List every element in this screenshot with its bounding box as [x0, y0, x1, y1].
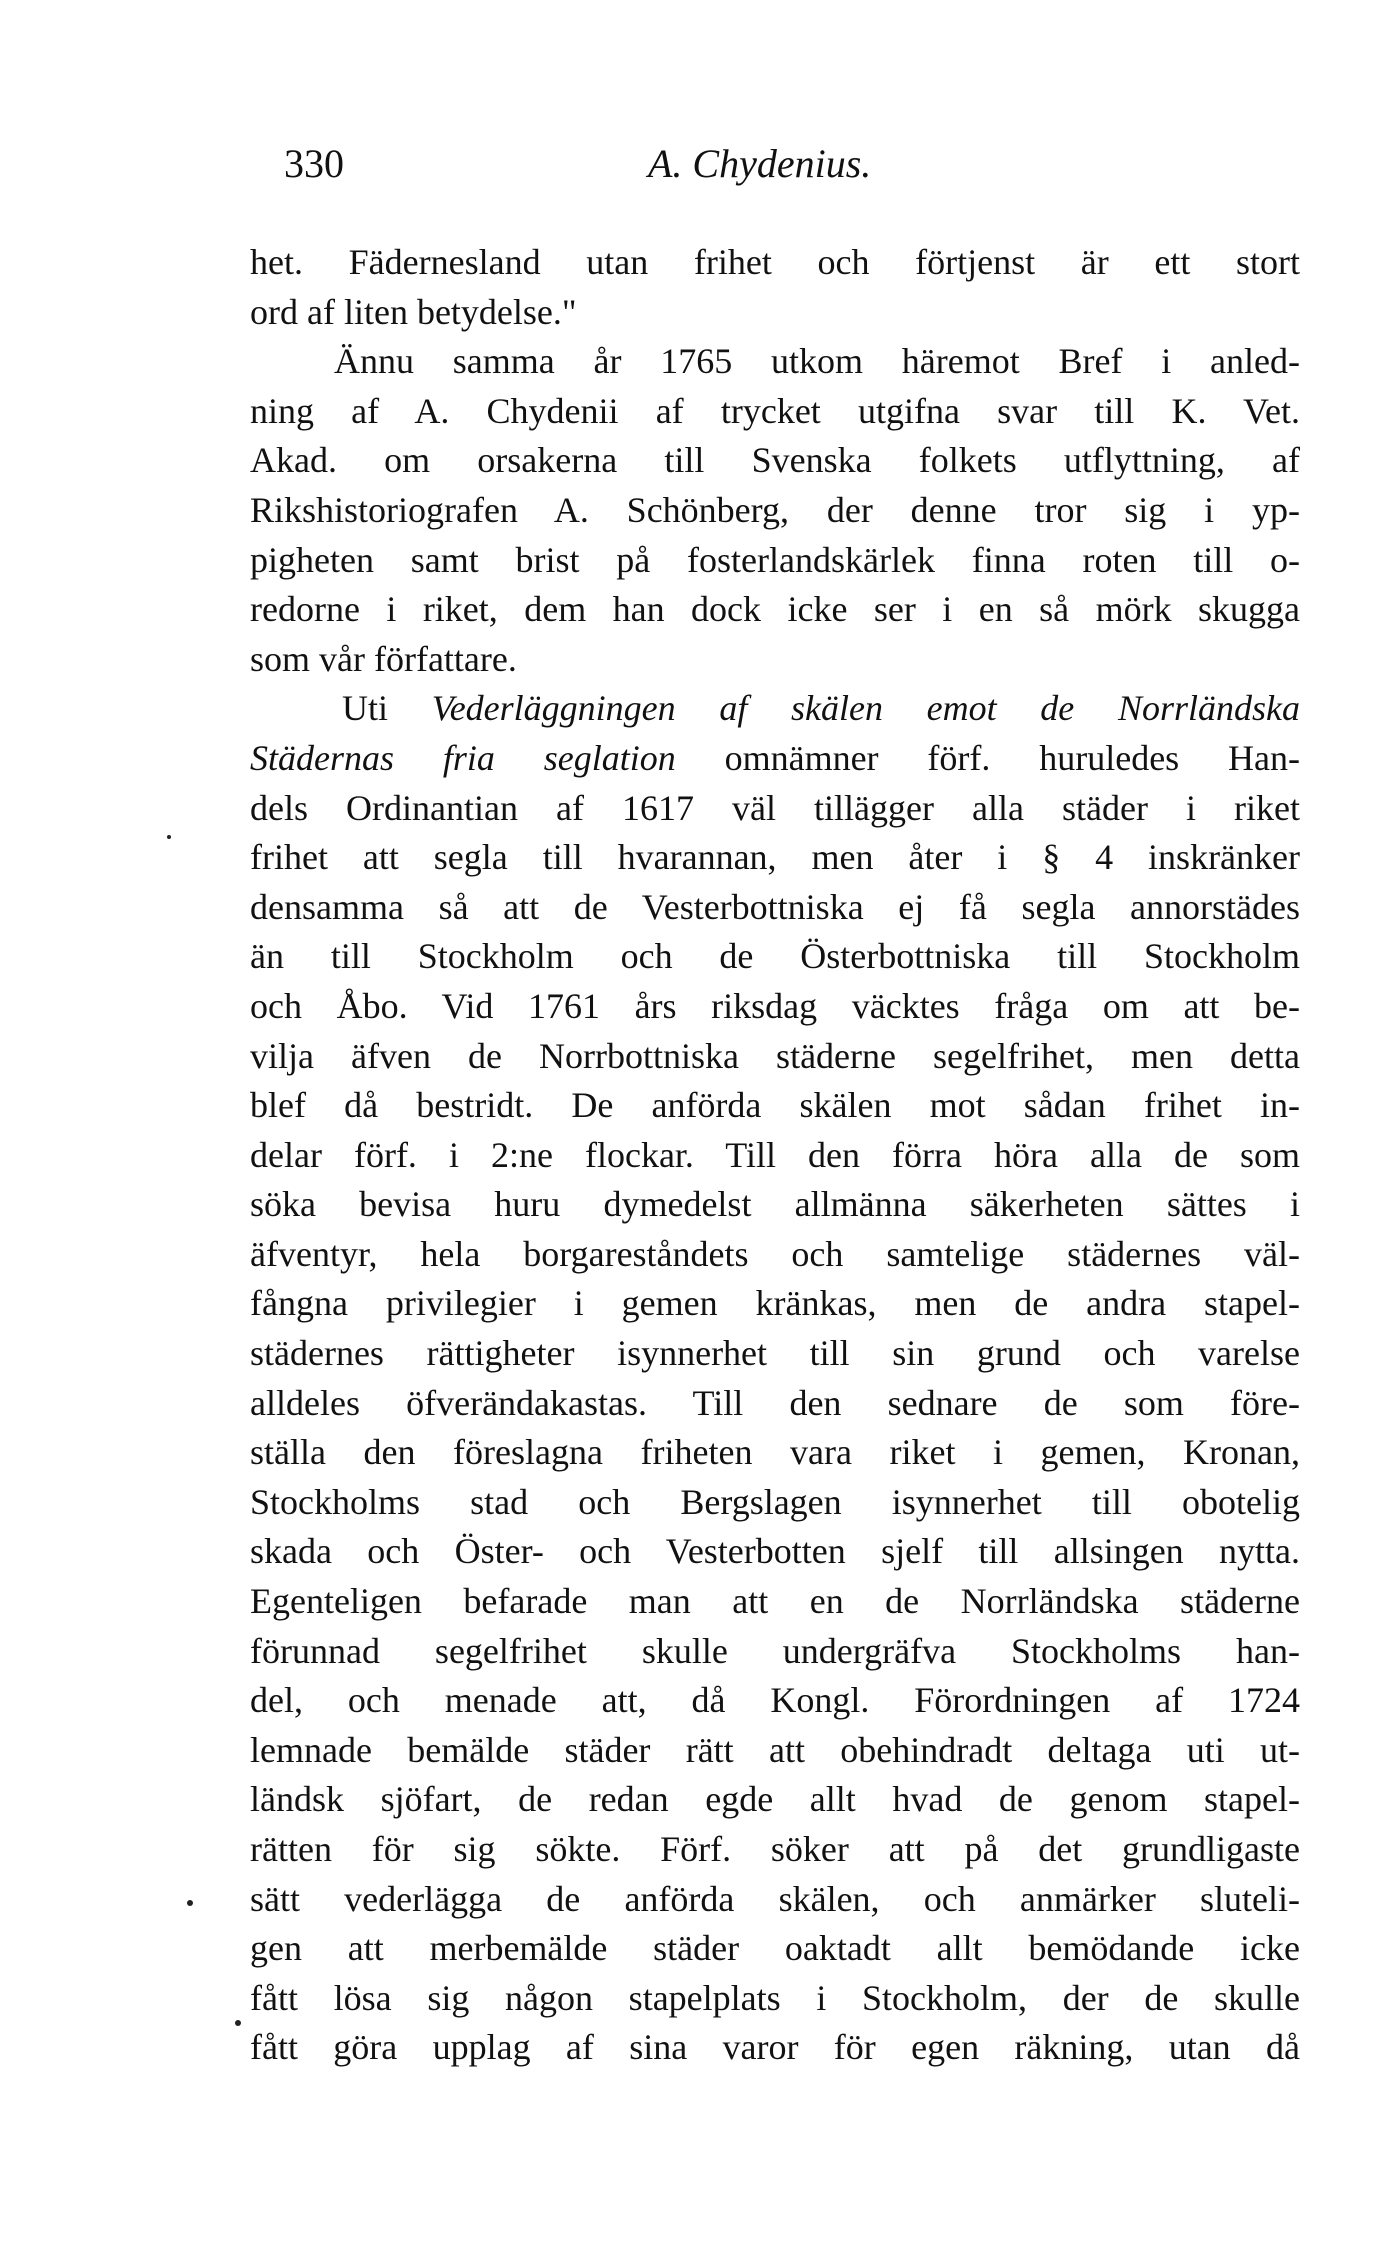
running-head: A. Chydenius.: [648, 141, 872, 186]
text-line: ländsk sjöfart, de redan egde allt hvad de genom stapel-: [250, 1779, 1300, 1820]
text-line: Akad. om orsakerna till Svenska folkets utflyttning, af: [250, 440, 1300, 481]
text-line: del, och menade att, då Kongl. Förordningen af 1724: [250, 1680, 1300, 1721]
speck-mark: [167, 835, 171, 839]
body-text: [250, 238, 1300, 2073]
text-line: och Åbo. Vid 1761 års riksdag väcktes fråga om att be-: [250, 985, 1300, 1026]
text-line: pigheten samt brist på fosterlandskärlek finna roten till o-: [250, 539, 1300, 580]
text-line: [250, 684, 1300, 734]
text-line: delar förf. i 2:ne flockar. Till den förra höra alla de som: [250, 1134, 1300, 1175]
speck-mark: [187, 1900, 193, 1906]
text-line: ord af liten betydelse.": [250, 291, 577, 332]
text-line: Rikshistoriografen A. Schönberg, der denne tror sig i yp-: [250, 489, 1300, 530]
text-line: gen att merbemälde städer oaktadt allt bemödande icke: [250, 1928, 1300, 1969]
speck-mark: [235, 2020, 241, 2026]
text-line: alldeles öfverändakastas. Till den sednare de som före-: [250, 1382, 1300, 1423]
italic-title-text: Städernas fria seglation: [250, 737, 676, 778]
text-line: [250, 734, 1300, 784]
text-line: Stockholms stad och Bergslagen isynnerhet till obotelig: [250, 1481, 1300, 1522]
text-line: rätten för sig sökte. Förf. söker att på det grundligaste: [250, 1829, 1300, 1869]
text-line: söka bevisa huru dymedelst allmänna säkerheten sättes i: [250, 1184, 1300, 1225]
text-line: het. Fädernesland utan frihet och förtjenst är ett stort: [250, 242, 1300, 282]
text-line: lemnade bemälde städer rätt att obehindradt deltaga uti ut-: [250, 1729, 1300, 1770]
text-line: städernes rättigheter isynnerhet till sin grund och varelse: [250, 1333, 1300, 1374]
text-line: densamma så att de Vesterbottniska ej få segla annorstädes: [250, 886, 1300, 927]
text-line: Egenteligen befarade man att en de Norrländska städerne: [250, 1581, 1300, 1622]
text-line: förunnad segelfrihet skulle undergräfva Stockholms han-: [250, 1630, 1300, 1671]
text-line: redorne i riket, dem han dock icke ser i en så mörk skugga: [250, 589, 1300, 630]
page-number: 330: [284, 141, 344, 186]
text-line: frihet att segla till hvarannan, men åter i § 4 inskränker: [250, 837, 1300, 878]
text-segment: omnämner förf. huruledes Han-: [675, 737, 1300, 778]
text-line: än till Stockholm och de Österbottniska till Stockholm: [250, 936, 1300, 977]
page-header: [284, 140, 1124, 200]
text-line: skada och Öster- och Vesterbotten sjelf till allsingen nytta.: [250, 1531, 1300, 1572]
text-line: sätt vederlägga de anförda skälen, och anmärker sluteli-: [250, 1878, 1300, 1919]
text-line: som vår författare.: [250, 638, 517, 679]
text-line: Ännu samma år 1765 utkom häremot Bref i anled-: [334, 341, 1300, 382]
text-line: blef då bestridt. De anförda skälen mot sådan frihet in-: [250, 1085, 1300, 1126]
text-segment: Uti: [342, 688, 432, 729]
text-line: äfventyr, hela borgareståndets och samtelige städernes väl-: [250, 1233, 1300, 1274]
text-line: fått göra upplag af sina varor för egen räkning, utan då: [250, 2027, 1300, 2068]
text-line: fått lösa sig någon stapelplats i Stockholm, der de skulle: [250, 1977, 1300, 2018]
text-line: dels Ordinantian af 1617 väl tillägger alla städer i riket: [250, 787, 1300, 828]
text-line: ställa den föreslagna friheten vara riket i gemen, Kronan,: [250, 1432, 1300, 1473]
text-line: vilja äfven de Norrbottniska städerne segelfrihet, men detta: [250, 1035, 1300, 1076]
italic-title-text: Vederläggningen af skälen emot de Norrländska: [431, 688, 1300, 729]
text-line: ning af A. Chydenii af trycket utgifna svar till K. Vet.: [250, 390, 1300, 431]
text-line: fångna privilegier i gemen kränkas, men de andra stapel-: [250, 1283, 1300, 1324]
